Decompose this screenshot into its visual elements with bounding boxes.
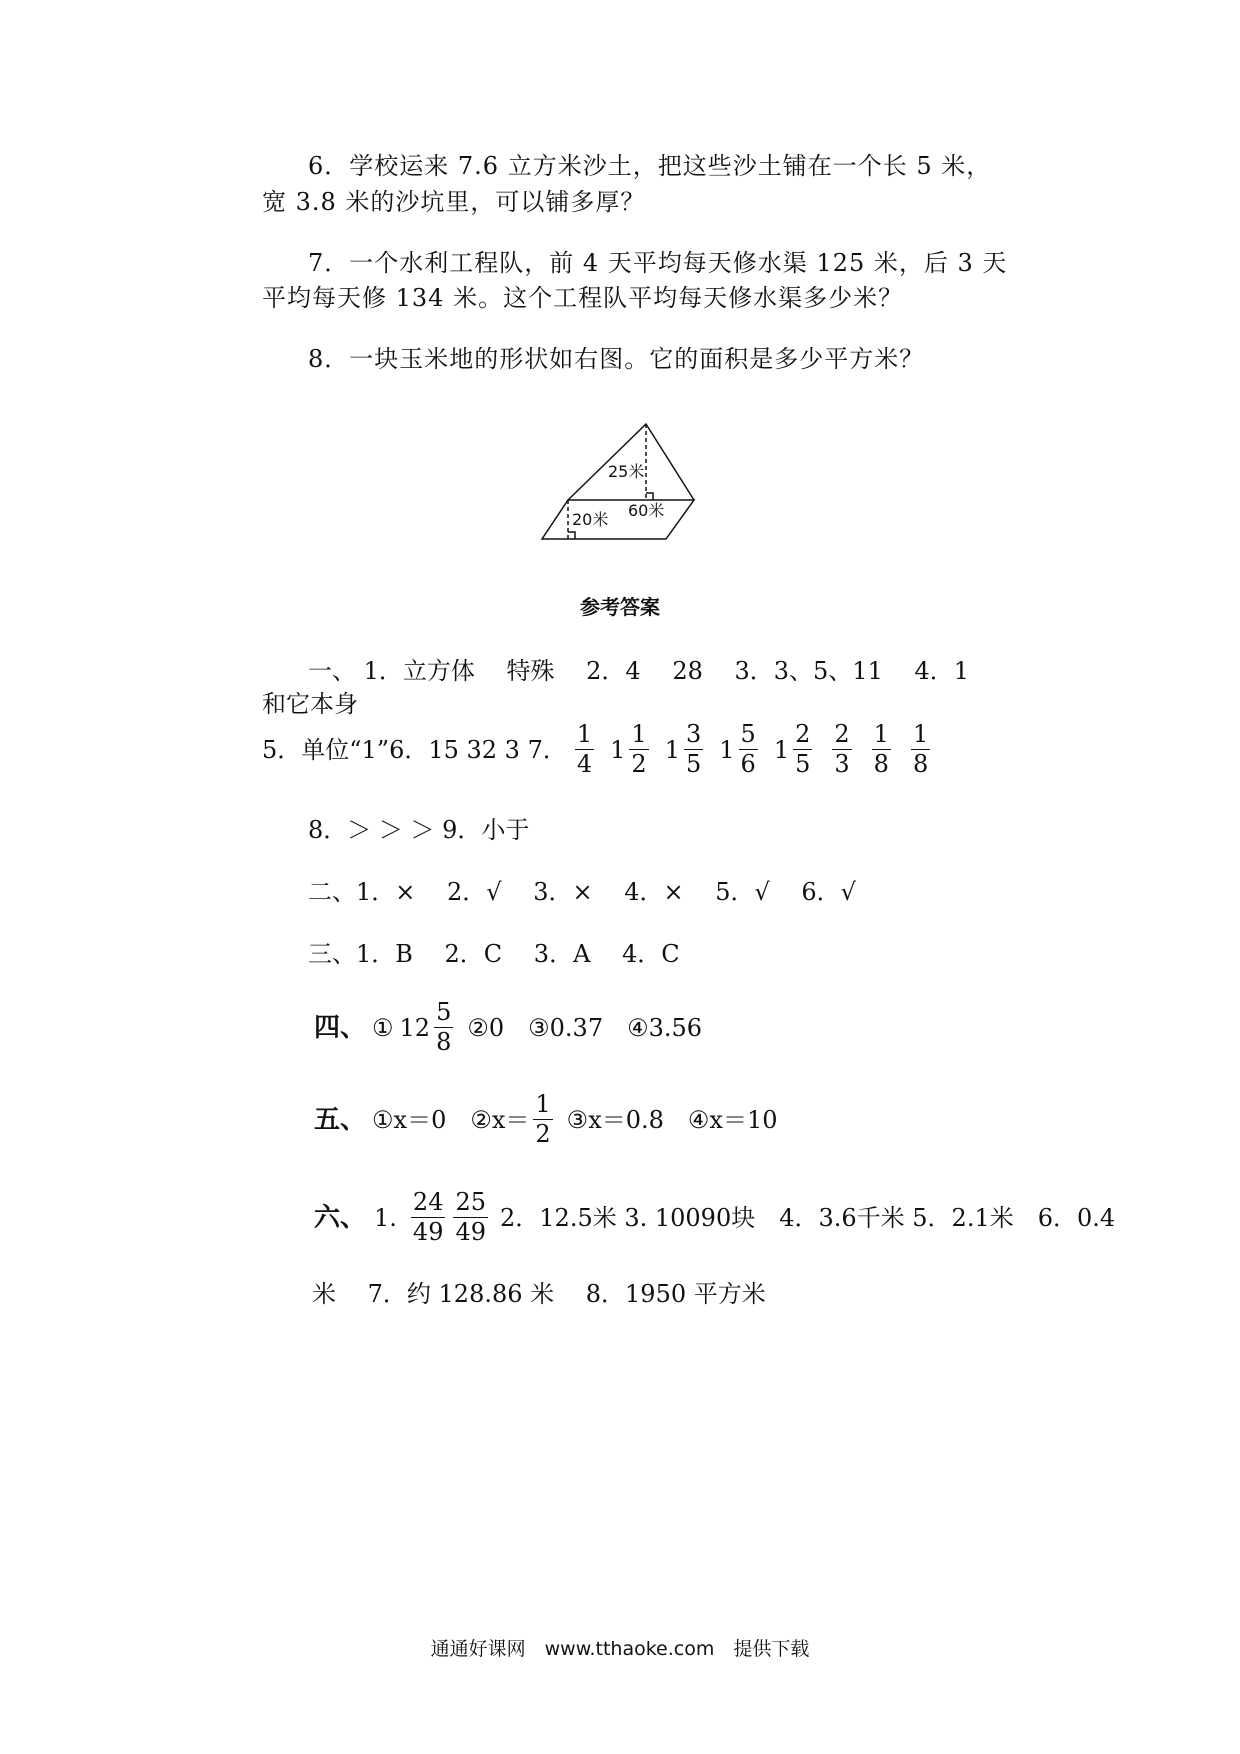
fraction-numerator: 2 xyxy=(832,722,851,750)
parallelogram-right-angle-mark xyxy=(568,532,575,539)
fraction-numerator: 1 xyxy=(575,722,594,750)
triangle-height-label: 25米 xyxy=(608,462,645,481)
fraction-whole: 1 xyxy=(773,735,790,764)
fraction-item xyxy=(571,722,598,777)
fraction-denominator: 8 xyxy=(436,1028,452,1057)
question-8: 8．一块玉米地的形状如右图。它的面积是多少平方米？ xyxy=(308,345,925,373)
fraction xyxy=(911,722,930,777)
fraction-item xyxy=(665,722,708,777)
fraction-denominator: 5 xyxy=(795,750,811,779)
fraction-whole: 1 xyxy=(610,735,626,764)
fraction-numerator: 1 xyxy=(533,1092,552,1120)
base-length-label: 60米 xyxy=(628,501,665,520)
fractions-row xyxy=(567,722,934,777)
answer-line-3-prefix: 5．单位“1”6．15 32 3 7． xyxy=(262,735,567,764)
fraction-item xyxy=(719,722,762,777)
fraction-denominator: 49 xyxy=(412,1218,444,1247)
fraction-whole: 1 xyxy=(719,735,735,764)
fraction-whole: 1 xyxy=(664,735,680,764)
fraction-item xyxy=(907,722,934,777)
fraction-denominator: 8 xyxy=(912,750,929,779)
fraction-denominator: 6 xyxy=(740,750,756,779)
answer-section-5 xyxy=(314,1092,777,1147)
question-7-line-1: 7．一个水利工程队，前 4 天平均每天修水渠 125 米，后 3 天 xyxy=(308,249,1008,277)
fraction-numerator: 24 xyxy=(411,1190,446,1218)
answer-section-1-line-4: 8．＞ ＞ ＞ 9．小于 xyxy=(308,816,530,844)
answer-section-2: 二、1．× 2．√ 3．× 4．× 5．√ 6．√ xyxy=(308,878,856,906)
fraction xyxy=(629,722,648,777)
answer-section-1-line-2: 和它本身 xyxy=(262,690,358,718)
fraction-denominator: 3 xyxy=(834,750,850,779)
section-6-label: 六、 xyxy=(314,1202,367,1233)
fraction-item xyxy=(868,722,895,777)
fraction-numerator: 2 xyxy=(793,722,812,750)
answer-section-3: 三、1．B 2．C 3．A 4．C xyxy=(308,940,680,968)
question-6-line-2: 宽 3.8 米的沙坑里，可以铺多厚？ xyxy=(262,188,646,216)
section-4-rest: ②0 ③0.37 ④3.56 xyxy=(467,1013,703,1042)
question-7-line-2: 平均每天修 134 米。这个工程队平均每天修水渠多少米？ xyxy=(262,284,904,312)
section-5-fraction xyxy=(533,1092,552,1147)
fraction xyxy=(684,722,703,777)
section-6-fraction-2 xyxy=(453,1190,488,1245)
fraction-item xyxy=(828,722,855,777)
fraction-denominator: 5 xyxy=(685,750,702,779)
fraction-denominator: 2 xyxy=(535,1120,551,1149)
section-4-label: 四、 xyxy=(314,1012,367,1043)
fraction-numerator: 1 xyxy=(911,722,930,750)
fraction-denominator: 4 xyxy=(576,750,593,779)
section-6-prefix: 1. xyxy=(374,1203,397,1232)
fraction-numerator: 25 xyxy=(453,1190,488,1218)
fraction-numerator: 1 xyxy=(629,722,648,750)
fraction-denominator: 49 xyxy=(455,1218,487,1247)
answer-section-6 xyxy=(314,1190,1115,1245)
answer-section-1-line-3 xyxy=(262,722,934,777)
fraction-item xyxy=(774,722,817,777)
section-4-p1-prefix: ① xyxy=(372,1013,394,1042)
section-4-p1-whole: 12 xyxy=(399,1013,431,1042)
section-4-fraction xyxy=(434,1000,453,1055)
fraction xyxy=(575,722,594,777)
fraction-denominator: 2 xyxy=(631,750,647,779)
answer-section-1-line-1: 一、 1．立方体 特殊 2．4 28 3．3、5、11 4．1 xyxy=(308,657,970,685)
fraction xyxy=(793,722,812,777)
question-6-line-1: 6．学校运来 7.6 立方米沙土，把这些沙土铺在一个长 5 米， xyxy=(308,152,992,180)
fraction-numerator: 1 xyxy=(872,722,891,750)
fraction xyxy=(872,722,891,777)
fraction-denominator: 8 xyxy=(873,750,889,779)
section-5-rest: ③x＝0.8 ④x＝10 xyxy=(566,1105,778,1134)
fraction-numerator: 3 xyxy=(684,722,703,750)
triangle-right-angle-mark xyxy=(646,493,653,500)
parallelogram-height-label: 20米 xyxy=(572,510,609,529)
answers-title: 参考答案 xyxy=(580,595,660,619)
answer-section-6-line-2: 米 7．约 128.86 米 8．1950 平方米 xyxy=(312,1280,766,1308)
section-6-rest: 2．12.5米 3. 10090块 4．3.6千米 5．2.1米 6．0.4 xyxy=(500,1203,1116,1232)
section-5-label: 五、 xyxy=(314,1104,367,1135)
fraction-numerator: 5 xyxy=(739,722,758,750)
section-6-fraction-1 xyxy=(411,1190,446,1245)
section-5-part-1: ①x＝0 ②x＝ xyxy=(372,1105,530,1134)
page-footer: 通通好课网 www.tthaoke.com 提供下载 xyxy=(430,1638,810,1660)
fraction-item xyxy=(610,722,653,777)
fraction-numerator: 5 xyxy=(434,1000,453,1028)
fraction xyxy=(832,722,851,777)
answer-section-4 xyxy=(314,1000,702,1055)
fraction xyxy=(739,722,758,777)
parallelogram-shape xyxy=(542,500,694,539)
